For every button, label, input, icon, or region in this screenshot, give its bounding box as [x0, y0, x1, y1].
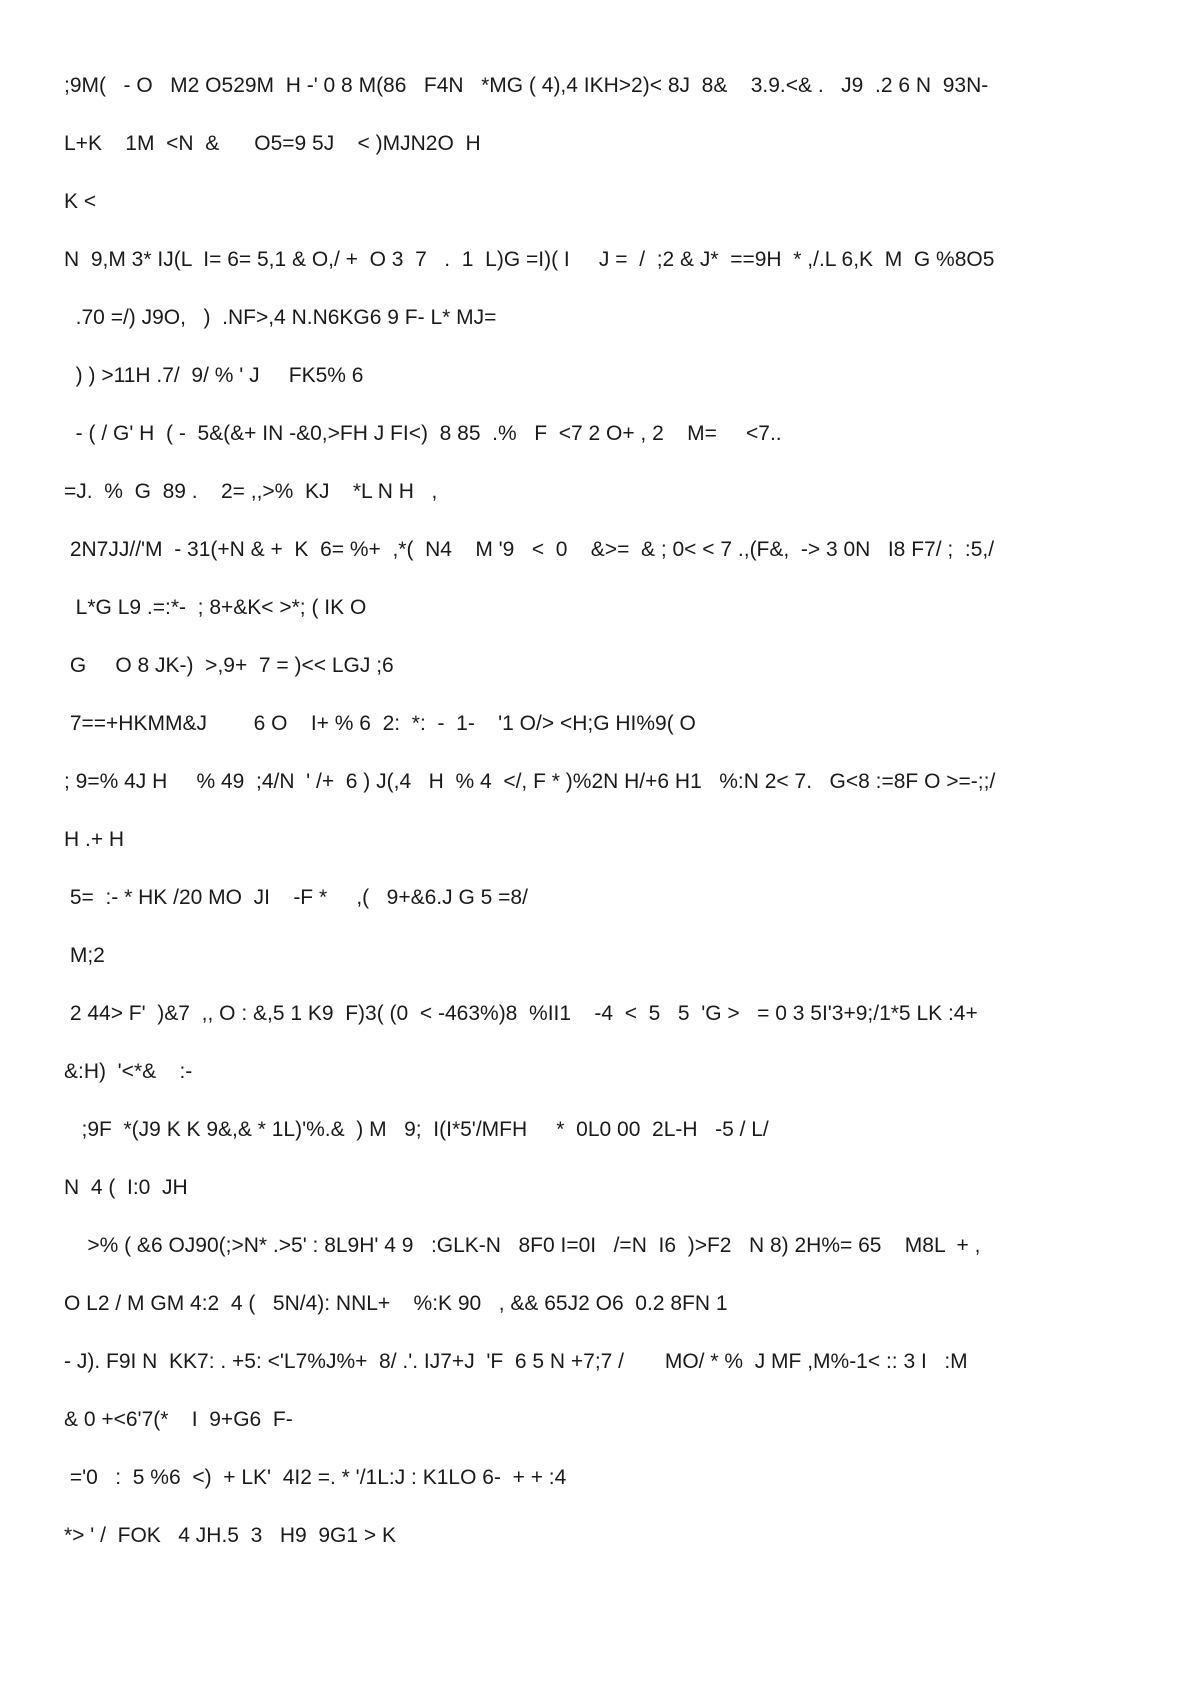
- text-line: O L2 / M GM 4:2 4 ( 5N/4): NNL+ %:K 90 , && 65J2 O6 0.2 8FN 1: [64, 1292, 728, 1315]
- text-line: M;2: [64, 944, 105, 967]
- text-line: K <: [64, 190, 97, 213]
- text-line: 5= :- * HK /20 MO JI -F * ,( 9+&6.J G 5 =8/: [64, 886, 528, 909]
- text-line: H .+ H: [64, 828, 125, 851]
- text-line: ='0 : 5 %6 <) + LK' 4I2 =. * '/1L:J : K1LO 6- + + :4: [64, 1466, 567, 1489]
- text-line: N 9,M 3* IJ(L I= 6= 5,1 & O,/ + O 3 7 . 1 L)G =I)( I J = / ;2 & J* ==9H * ,/.L 6,K M G %8O5: [64, 248, 995, 271]
- text-line: &:H) '<*& :-: [64, 1060, 193, 1083]
- text-line: L+K 1M <N & O5=9 5J < )MJN2O H: [64, 132, 481, 155]
- text-line: *> ' / FOK 4 JH.5 3 H9 9G1 > K: [64, 1524, 396, 1547]
- text-line: ; 9=% 4J H % 49 ;4/N ' /+ 6 ) J(,4 H % 4 </, F * )%2N H/+6 H1 %:N 2< 7. G<8 :=8F O >=-;;/: [64, 770, 996, 793]
- text-line: =J. % G 89 . 2= ,,>% KJ *L N H ,: [64, 480, 438, 503]
- text-line: ) ) >11H .7/ 9/ % ' J FK5% 6: [64, 364, 364, 387]
- text-line: ;9M( - O M2 O529M H -' 0 8 M(86 F4N *MG ( 4),4 IKH>2)< 8J 8& 3.9.<& . J9 .2 6 N 93N-: [64, 74, 989, 97]
- text-line: - ( / G' H ( - 5&(&+ IN -&0,>FH J FI<) 8 85 .% F <7 2 O+ , 2 M= <7..: [64, 422, 782, 445]
- text-line: 2 44> F' )&7 ,, O : &,5 1 K9 F)3( (0 < -463%)8 %II1 -4 < 5 5 'G > = 0 3 5I'3+9;/1*5 LK :4+: [64, 1002, 978, 1025]
- text-line: - J). F9I N KK7: . +5: <'L7%J%+ 8/ .'. IJ7+J 'F 6 5 N +7;7 / MO/ * % J MF ,M%-1< :: 3 I :M: [64, 1350, 968, 1373]
- text-line: L*G L9 .=:*- ; 8+&K< >*; ( IK O: [64, 596, 367, 619]
- text-line: .70 =/) J9O, ) .NF>,4 N.N6KG6 9 F- L* MJ=: [64, 306, 497, 329]
- text-line: N 4 ( I:0 JH: [64, 1176, 188, 1199]
- text-line: 7==+HKMM&J 6 O I+ % 6 2: *: - 1- '1 O/> <H;G HI%9( O: [64, 712, 696, 735]
- text-line: & 0 +<6'7(* I 9+G6 F-: [64, 1408, 293, 1431]
- text-body: [64, 70, 1144, 1578]
- text-line: 2N7JJ//'M - 31(+N & + K 6= %+ ,*( N4 M '9 < 0 &>= & ; 0< < 7 .,(F&, -> 3 0N I8 F7/ ; :5,/: [64, 538, 995, 561]
- text-line: G O 8 JK-) >,9+ 7 = )<< LGJ ;6: [64, 654, 394, 677]
- text-line: ;9F *(J9 K K 9&,& * 1L)'%.& ) M 9; I(I*5'/MFH * 0L0 00 2L-H -5 / L/: [64, 1118, 769, 1141]
- text-line: >% ( &6 OJ90(;>N* .>5' : 8L9H' 4 9 :GLK-N 8F0 I=0I /=N I6 )>F2 N 8) 2H%= 65 M8L + ,: [64, 1234, 981, 1257]
